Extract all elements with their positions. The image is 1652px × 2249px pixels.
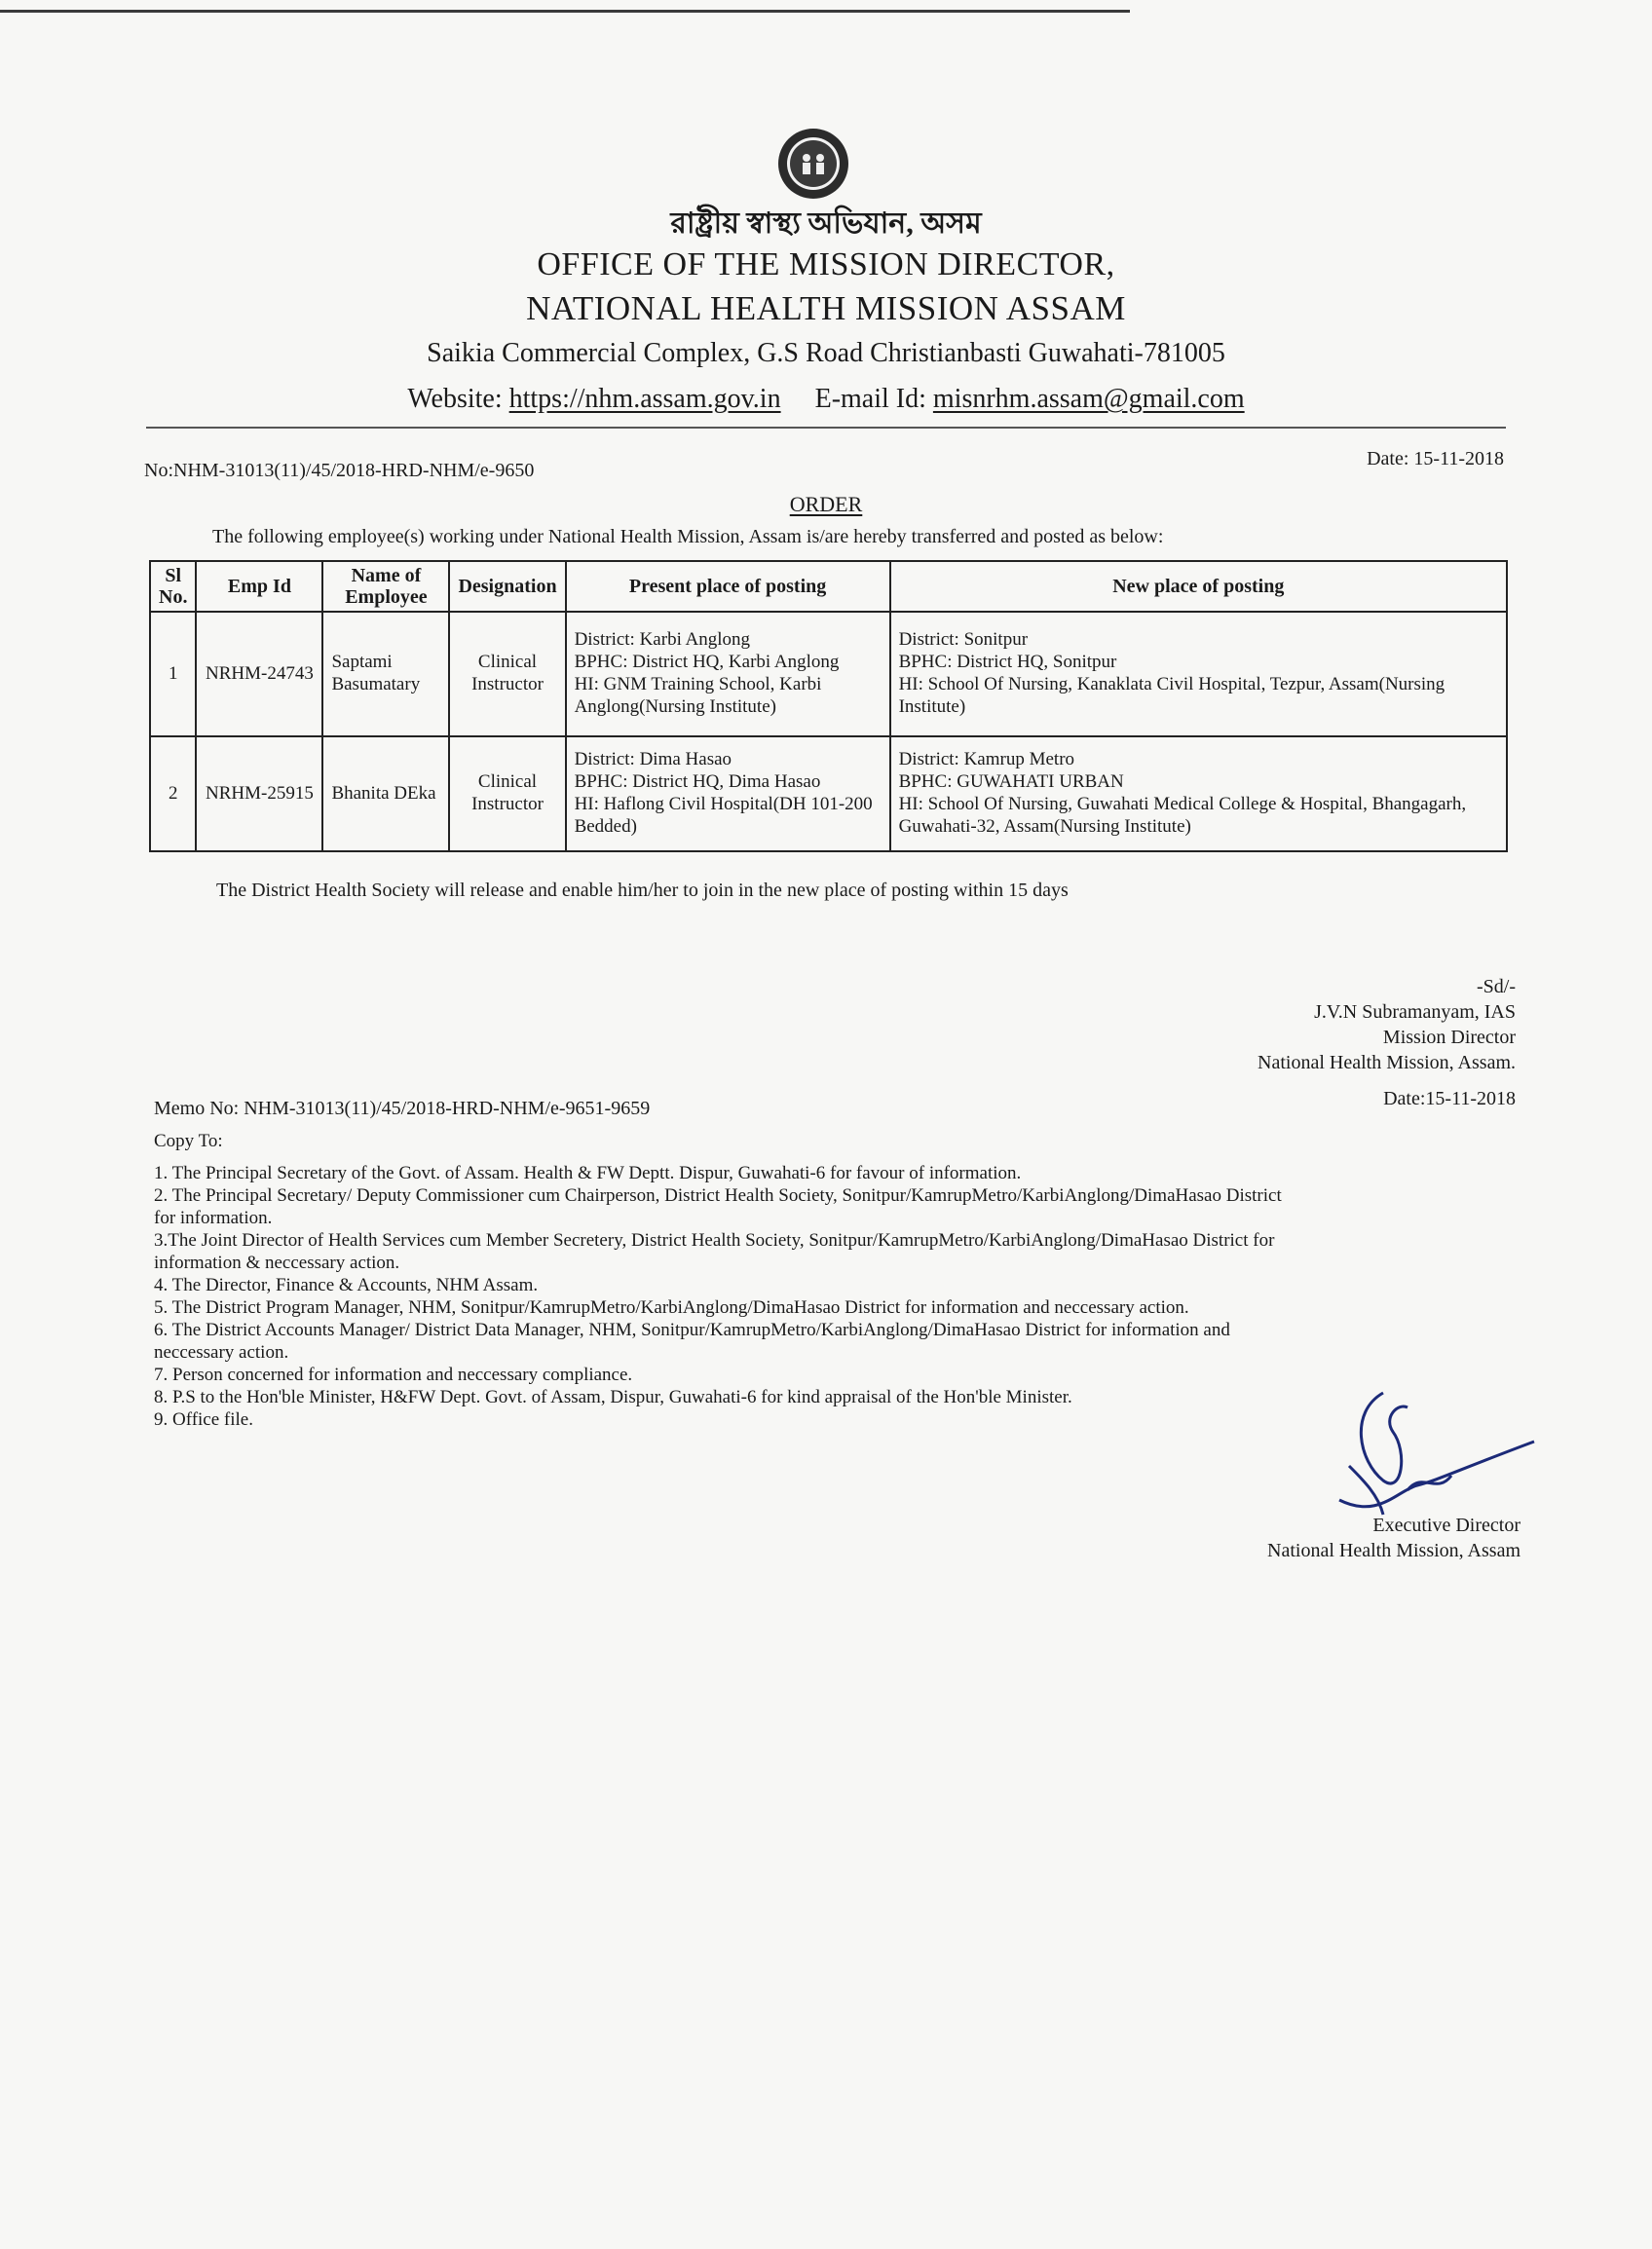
new-bphc: BPHC: GUWAHATI URBAN [898,771,1124,793]
row-present-posting [566,736,890,851]
email-link[interactable]: misnrhm.assam@gmail.com [932,384,1245,414]
list-item: 7. Person concerned for information and neccessary compliance. [154,1365,633,1385]
contact-line [0,384,1652,415]
row-present-posting [566,612,890,736]
col-designation-header: Designation [449,561,565,612]
list-item: 5. The District Program Manager, NHM, Sonitpur/KamrupMetro/KarbiAnglong/DimaHasao District for information and neccessary action. [154,1297,1189,1318]
list-item: 8. P.S to the Hon'ble Minister, H&FW Dept. Govt. of Assam, Dispur, Guwahati-6 for kind appraisal of the Hon'ble Minister. [154,1387,1072,1407]
row-sl: 2 [150,736,196,851]
new-hi: HI: School Of Nursing, Guwahati Medical College & Hospital, Bhangagarh, Guwahati-32, Assam(Nursing Institute) [898,794,1467,837]
col-new-header: New place of posting [890,561,1507,612]
row-designation: Clinical Instructor [449,612,565,736]
copy-to-label: Copy To: [154,1131,223,1151]
memo-date: Date:15-11-2018 [1383,1088,1516,1109]
nhm-emblem-icon [774,125,852,203]
organization-title: NATIONAL HEALTH MISSION ASSAM [526,289,1126,327]
list-item: 1. The Principal Secretary of the Govt. of Assam. Health & FW Deptt. Dispur, Guwahati-6 for favour of information. [154,1163,1022,1183]
website-link[interactable]: https://nhm.assam.gov.in [508,384,781,414]
signatory-title: Mission Director [1382,1027,1516,1048]
col-present-header: Present place of posting [566,561,890,612]
order-heading: ORDER [789,492,863,516]
list-item: 4. The Director, Finance & Accounts, NHM Assam. [154,1275,539,1295]
table-row [150,612,1507,736]
present-hi: HI: Haflong Civil Hospital(DH 101-200 Bedded) [574,794,873,837]
row-sl: 1 [150,612,196,736]
email-label: E-mail Id: [814,384,926,414]
mission-director-signature-block [1258,974,1516,1075]
table-header-row [150,561,1507,612]
executive-org: National Health Mission, Assam [1267,1540,1521,1561]
list-item: neccessary action. [154,1342,289,1363]
list-item: 9. Office file. [154,1409,253,1430]
col-sl-header: Sl No. [150,561,196,612]
table-row [150,736,1507,851]
new-bphc: BPHC: District HQ, Sonitpur [898,652,1117,673]
assamese-title: রাষ্ট্রীয় স্বাস্থ্য অভিযান, অসম [670,207,982,240]
website-label: Website: [407,384,503,414]
present-bphc: BPHC: District HQ, Karbi Anglong [574,652,840,673]
row-new-posting [890,612,1507,736]
list-item: 2. The Principal Secretary/ Deputy Commissioner cum Chairperson, District Health Society, Sonitpur/KamrupMetro/KarbiAnglong/DimaHasao District [154,1185,1282,1206]
office-title: OFFICE OF THE MISSION DIRECTOR, [537,246,1115,282]
list-item: 3.The Joint Director of Health Services cum Member Secretery, District Health Society, Sonitpur/KamrupMetro/KarbiAnglong/DimaHasao District for [154,1230,1275,1251]
list-item: information & neccessary action. [154,1253,400,1273]
list-item: for information. [154,1208,273,1228]
row-new-posting [890,736,1507,851]
present-district: District: Karbi Anglong [574,629,751,651]
top-rule [0,10,1130,13]
list-item: 6. The District Accounts Manager/ District Data Manager, NHM, Sonitpur/KamrupMetro/KarbiAnglong/DimaHasao District for information and [154,1320,1230,1340]
signatory-name: J.V.N Subramanyam, IAS [1314,1001,1516,1023]
order-date: Date: 15-11-2018 [1367,448,1504,469]
row-emp-id: NRHM-25915 [196,736,322,851]
row-employee-name: Saptami Basumatary [322,612,449,736]
signatory-org: National Health Mission, Assam. [1258,1052,1516,1073]
col-emp-id-header: Emp Id [196,561,322,612]
col-name-header: Name of Employee [322,561,449,612]
transfer-table [149,560,1508,852]
order-intro: The following employee(s) working under National Health Mission, Assam is/are hereby transferred and posted as below: [212,526,1164,547]
present-bphc: BPHC: District HQ, Dima Hasao [574,771,821,793]
sd-mark: -Sd/- [1477,976,1516,997]
row-emp-id: NRHM-24743 [196,612,322,736]
present-district: District: Dima Hasao [574,749,732,770]
memo-number: Memo No: NHM-31013(11)/45/2018-HRD-NHM/e-9651-9659 [154,1098,651,1119]
present-hi: HI: GNM Training School, Karbi Anglong(Nursing Institute) [574,674,822,717]
executive-title: Executive Director [1372,1515,1521,1536]
executive-director-block [1267,1513,1521,1563]
new-district: District: Sonitpur [898,629,1029,651]
new-district: District: Kamrup Metro [898,749,1075,770]
order-ref-number: No:NHM-31013(11)/45/2018-HRD-NHM/e-9650 [144,460,535,481]
row-designation: Clinical Instructor [449,736,565,851]
new-hi: HI: School Of Nursing, Kanaklata Civil Hospital, Tezpur, Assam(Nursing Institute) [898,674,1446,717]
header-divider [146,427,1506,429]
office-address: Saikia Commercial Complex, G.S Road Christianbasti Guwahati-781005 [427,338,1225,368]
row-employee-name: Bhanita DEka [322,736,449,851]
release-note: The District Health Society will release and enable him/her to join in the new place of posting within 15 days [216,880,1069,901]
